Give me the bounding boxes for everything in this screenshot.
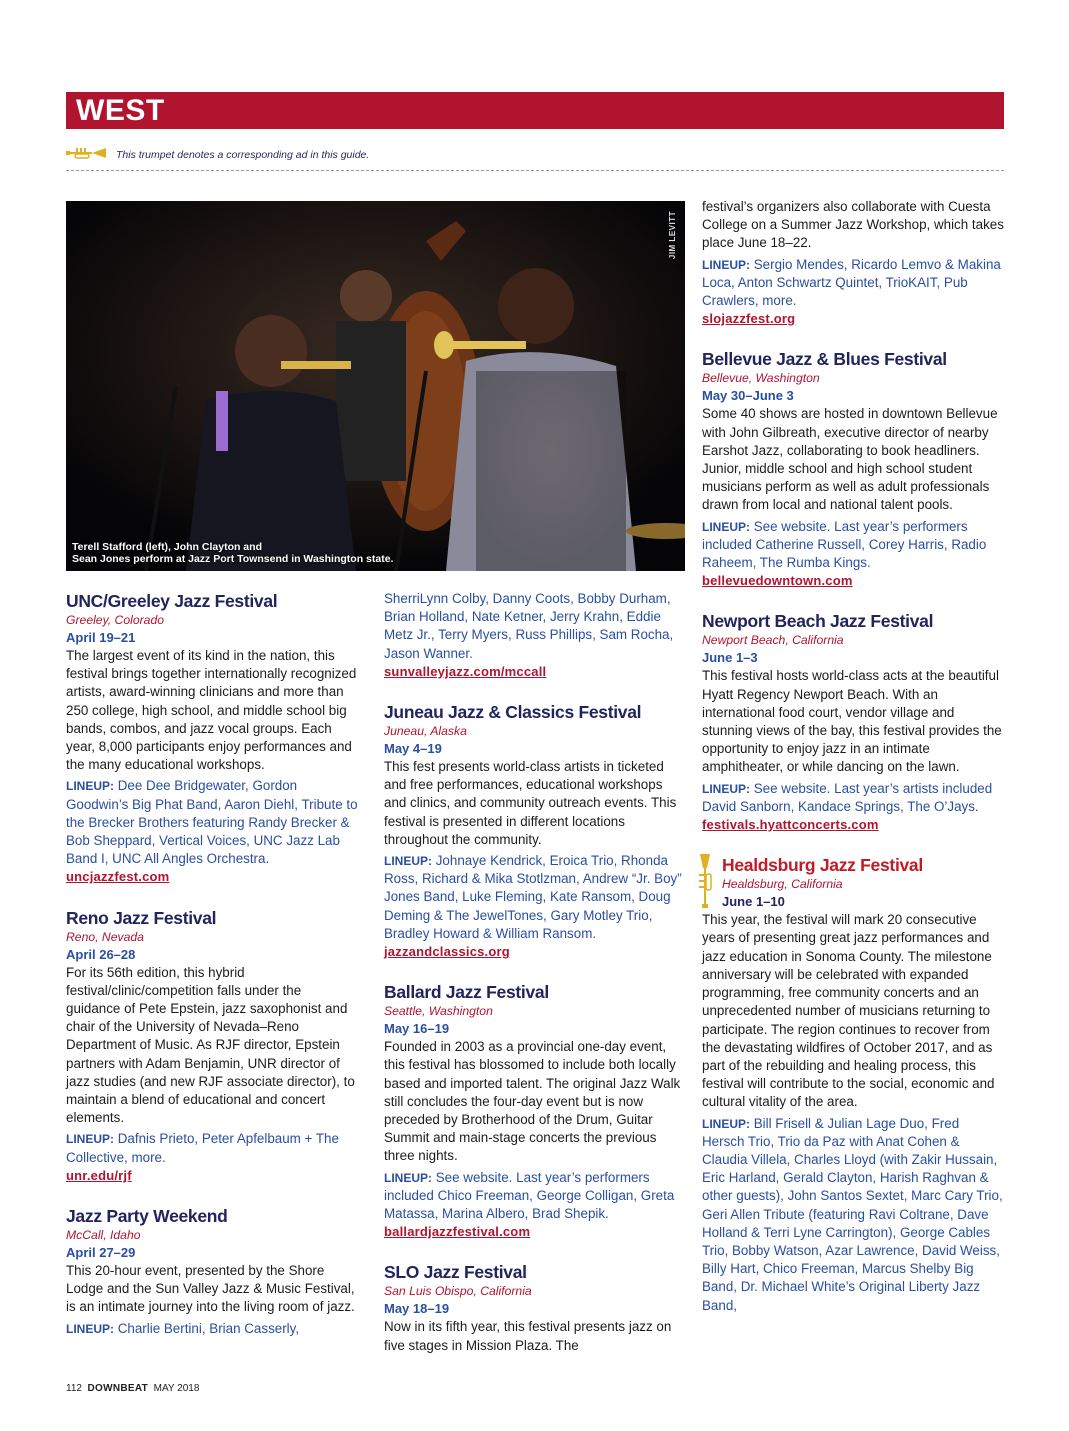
page-footer (66, 1383, 199, 1394)
festival-dates: May 4–19 (384, 741, 442, 757)
festival-location: San Luis Obispo, California (384, 1284, 532, 1299)
festival-url-link[interactable]: ballardjazzfestival.com (384, 1224, 531, 1240)
column-3 (702, 198, 1004, 1335)
festival-dates: May 18–19 (384, 1301, 450, 1317)
page-number: 112 (66, 1383, 82, 1394)
festival-description: Now in its fifth year, this festival presents jazz on five stages in Mission Plaza. The (384, 1319, 672, 1353)
magazine-name: DOWNBEAT (87, 1383, 149, 1394)
festival-entry (66, 1205, 358, 1338)
festival-name: Bellevue Jazz & Blues Festival (702, 349, 947, 370)
festival-entry (702, 348, 1004, 590)
festival-name: Juneau Jazz & Classics Festival (384, 702, 642, 723)
ad-legend (66, 147, 369, 163)
festival-name: Reno Jazz Festival (66, 907, 217, 928)
lineup-text: Johnaye Kendrick, Eroica Trio, Rhonda Ross, Richard & Mika Stotlzman, Andrew “Jr. Boy” Jones Band, Luke Fleming, Kate Ransom, Doug Deming & The JewelTones, Gary Motley Trio, Bradley Howard & William Ransom. (384, 853, 682, 941)
festival-description: This festival hosts world-class acts at the beautiful Hyatt Regency Newport Beach. With an international food court, vendor village and stunning views of the bay, this festival provides the opportunity to enjoy jazz in an intimate amphitheater, or while dancing on the lawn. (702, 668, 1002, 775)
festival-entry (384, 701, 684, 961)
festival-entry-continued (384, 590, 684, 681)
festival-dates: May 30–June 3 (702, 388, 794, 404)
festival-location: Newport Beach, California (702, 633, 844, 648)
festival-location: Juneau, Alaska (384, 724, 467, 739)
lineup-text: Dafnis Prieto, Peter Apfelbaum + The Collective, more. (66, 1131, 339, 1165)
lineup-label: LINEUP: (702, 781, 750, 796)
featured-festival-entry (702, 854, 1004, 1314)
festival-url-link[interactable]: jazzandclassics.org (384, 944, 510, 960)
trumpet-icon (66, 146, 110, 164)
lineup-text: Bill Frisell & Julian Lage Duo, Fred Hersch Trio, Trio da Paz with Anat Cohen & Claudia Villela, Charles Lloyd (with Zakir Hussain, Eric Harland, Gerald Clayton, Harish Raghvan & other guests), John Santos Sextet, Marc Cary Trio, Geri Allen Tribute (featuring Ravi Coltrane, Dave Holland & Terri Lyne Carrington), George Cables Trio, Bobby Watson, Azar Lawrence, David Weiss, Billy Hart, Chico Freeman, Marcus Shelby Big Band, Dr. Michael White’s Original Liberty Jazz Band, (702, 1115, 1003, 1313)
festival-lineup (66, 1130, 358, 1166)
lineup-text: SherriLynn Colby, Danny Coots, Bobby Durham, Brian Holland, Nate Ketner, Jerry Krahn, Eddie Metz Jr., Terry Myers, Russ Phillips, Sam Rocha, Jason Wanner. (384, 591, 674, 661)
festival-description: This year, the festival will mark 20 consecutive years of presenting great jazz performances and jazz education in Sonoma County. The milestone anniversary will be celebrated with expanded programming, free community concerts and an unprecedented number of musicians returning to participate. The region continues to recover from the devastating wildfires of October 2017, and as part of the rebuilding and healing process, this festival will contribute to the social, economic and cultural vitality of the area. (702, 912, 995, 1110)
festival-location: Seattle, Washington (384, 1004, 493, 1019)
festival-name: SLO Jazz Festival (384, 1262, 527, 1283)
festival-name: Healdsburg Jazz Festival (722, 855, 923, 876)
issue-date: MAY 2018 (153, 1383, 200, 1394)
festival-description: For its 56th edition, this hybrid festival/clinic/competition falls under the guidance of Pete Epstein, jazz saxophonist and chair of the University of Nevada–Reno Department of Music. As RJF director, Epstein partners with Adam Benjamin, UNR director of jazz studies (and new RJF associate director), to maintain a blend of educational and concert elements. (66, 964, 355, 1126)
photo-credit: JIM LEVITT (668, 211, 677, 260)
featured-header (702, 854, 1004, 911)
concert-photo (66, 201, 685, 571)
festival-url-link[interactable]: festivals.hyattconcerts.com (702, 817, 879, 833)
festival-location: Bellevue, Washington (702, 371, 820, 386)
lineup-text: See website. Last year’s performers included Catherine Russell, Corey Harris, Radio Raheem, The Rumba Kings. (702, 518, 987, 571)
lineup-text: Charlie Bertini, Brian Casserly, (117, 1320, 300, 1336)
festival-name: Ballard Jazz Festival (384, 982, 549, 1003)
festival-name: UNC/Greeley Jazz Festival (66, 591, 278, 611)
festival-description: Founded in 2003 as a provincial one-day event, this festival has blossomed to include both locally based and imported talent. The original Jazz Walk still concludes the four-day event but is now preceded by Brotherhood of the Drum, Guitar Summit and main-stage concerts the previous three nights. (384, 1039, 681, 1164)
festival-description: festival’s organizers also collaborate with Cuesta College on a Summer Jazz Workshop, which takes place June 18–22. (702, 199, 1004, 251)
festival-dates: April 27–29 (66, 1245, 136, 1261)
lineup-label: LINEUP: (66, 1132, 114, 1147)
festival-url-link[interactable]: unr.edu/rjf (66, 1167, 132, 1183)
festival-entry (384, 1261, 684, 1354)
festival-url-link[interactable]: sunvalleyjazz.com/mccall (384, 663, 547, 679)
festival-entry (384, 981, 684, 1241)
festival-lineup (702, 256, 1004, 311)
festival-dates: June 1–3 (702, 650, 758, 666)
festival-lineup (66, 1320, 358, 1338)
lineup-label: LINEUP: (384, 854, 432, 869)
festival-entry (702, 610, 1004, 834)
festival-location: Greeley, Colorado (66, 613, 164, 627)
photo-caption-line: Terell Stafford (left), John Clayton and (72, 541, 262, 553)
festival-lineup (702, 780, 1004, 816)
festival-lineup (702, 1115, 1004, 1315)
ad-legend-text: This trumpet denotes a corresponding ad in this guide. (116, 149, 370, 161)
festival-entry (66, 907, 358, 1185)
festival-entry (66, 590, 358, 887)
divider (66, 170, 1004, 171)
photo-caption (72, 541, 393, 565)
festival-url-link[interactable]: uncjazzfest.com (66, 869, 170, 885)
trumpet-icon (696, 854, 714, 915)
lineup-text: See website. Last year’s performers included Chico Freeman, George Colligan, Greta Matassa, Marina Albero, Brad Shepik. (384, 1169, 675, 1222)
festival-location: McCall, Idaho (66, 1228, 141, 1243)
festival-location: Healdsburg, California (722, 877, 843, 892)
festival-name: Newport Beach Jazz Festival (702, 611, 934, 632)
festival-entry-continued (702, 198, 1004, 328)
festival-dates: April 26–28 (66, 946, 136, 962)
lineup-label: LINEUP: (384, 1170, 432, 1185)
festival-name: Jazz Party Weekend (66, 1206, 228, 1227)
festival-lineup (702, 518, 1004, 573)
lineup-text: See website. Last year’s artists included David Sanborn, Kandace Springs, The O’Jays. (702, 780, 993, 814)
festival-lineup (384, 1169, 684, 1224)
section-banner (66, 92, 1004, 129)
festival-description: The largest event of its kind in the nation, this festival brings together internationally recognized artists, award-winning clinicians and more than 250 college, high school, and middle school big bands, combos, and jazz vocal groups. Each year, 8,000 participants enjoy performances and the many educational workshops. (66, 648, 357, 773)
festival-dates: May 16–19 (384, 1021, 450, 1037)
lineup-label: LINEUP: (702, 1116, 750, 1131)
lineup-label: LINEUP: (702, 519, 750, 534)
section-title: WEST (76, 94, 165, 127)
lineup-label: LINEUP: (66, 1321, 114, 1336)
lineup-label: LINEUP: (702, 257, 750, 272)
lineup-text: Sergio Mendes, Ricardo Lemvo & Makina Loca, Anton Schwartz Quintet, TrioKAIT, Pub Crawlers, more. (702, 256, 1001, 309)
festival-url-link[interactable]: bellevuedowntown.com (702, 573, 853, 589)
festival-lineup (384, 852, 684, 943)
column-2 (384, 590, 684, 1375)
festival-dates: April 19–21 (66, 630, 136, 645)
festival-location: Reno, Nevada (66, 929, 144, 944)
lineup-text: Dee Dee Bridgewater, Gordon Goodwin’s Big Phat Band, Aaron Diehl, Tribute to the Brecker Brothers featuring Randy Brecker & Bob Sheppard, Vertical Voices, UNC Jazz Lab Band I, UNC All Angles Orchestra. (66, 778, 358, 867)
festival-description: Some 40 shows are hosted in downtown Bellevue with John Gilbreath, executive director of nearby Earshot Jazz, collaborating to book headliners. Junior, middle school and high school student musicians perform as well as adult professionals drawn from local and national talent pools. (702, 406, 998, 513)
festival-dates: June 1–10 (722, 894, 785, 910)
festival-description: This 20-hour event, presented by the Shore Lodge and the Sun Valley Jazz & Music Festival, is an intimate journey into the living room of jazz. (66, 1263, 355, 1315)
festival-url-link[interactable]: slojazzfest.org (702, 311, 796, 327)
column-1 (66, 590, 358, 1358)
festival-lineup (66, 777, 358, 868)
lineup-label: LINEUP: (66, 779, 114, 794)
festival-description: This fest presents world-class artists in ticketed and free performances, educational workshops and clinics, and community outreach events. This festival is presented in different locations throughout the community. (384, 759, 677, 847)
photo-caption-line: Sean Jones perform at Jazz Port Townsend in Washington state. (72, 553, 394, 565)
